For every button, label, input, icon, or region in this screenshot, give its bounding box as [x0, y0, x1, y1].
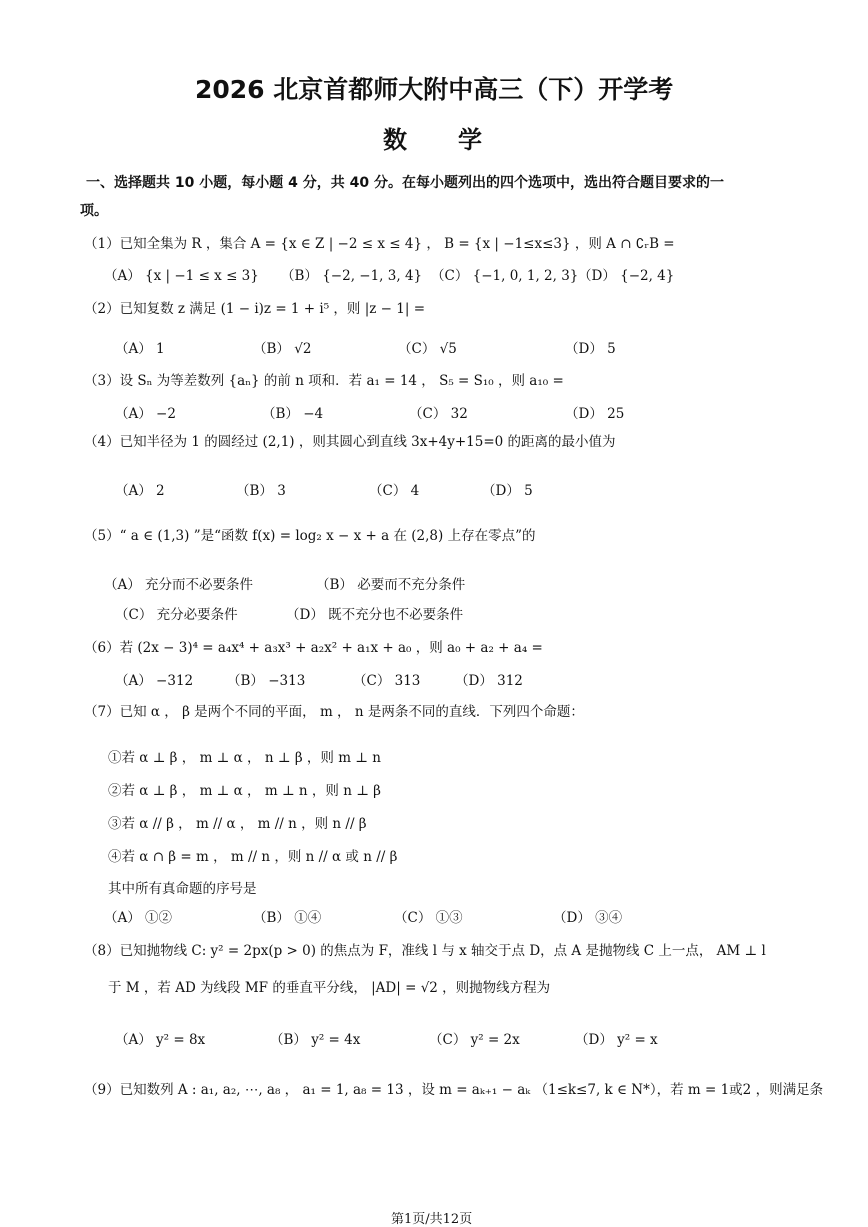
page-number: 第1页/共12页	[391, 1212, 473, 1227]
question-6-option-a[interactable]: （A） −312	[115, 673, 194, 689]
question-4-option-c[interactable]: （C） 4	[369, 483, 420, 499]
question-7-proposition-1: ①若 α ⊥ β ， m ⊥ α ， n ⊥ β ，则 m ⊥ n	[108, 750, 381, 766]
question-7-option-d[interactable]: （D） ③④	[553, 910, 623, 926]
question-7-proposition-3: ③若 α // β ， m // α ， m // n ，则 n // β	[108, 816, 367, 832]
question-6-option-c[interactable]: （C） 313	[353, 673, 421, 689]
question-6-option-d[interactable]: （D） 312	[455, 673, 523, 689]
question-8-option-d[interactable]: （D） y² = x	[575, 1032, 658, 1048]
question-7-prompt: 其中所有真命题的序号是	[108, 881, 257, 897]
question-7-proposition-2: ②若 α ⊥ β ， m ⊥ α ， m ⊥ n ，则 n ⊥ β	[108, 783, 381, 799]
question-2-option-a[interactable]: （A） 1	[115, 341, 165, 357]
page-title: 2026 北京首都师大附中高三（下）开学考	[195, 75, 674, 104]
question-1-option-d[interactable]: （D） {−2, 4}	[578, 268, 675, 284]
question-5-option-b[interactable]: （B） 必要而不充分条件	[316, 577, 466, 593]
question-4-stem: （4）已知半径为 1 的圆经过 (2,1) ，则其圆心到直线 3x+4y+15=0 的距离的最小值为	[84, 434, 616, 450]
question-2-option-c[interactable]: （C） √5	[398, 341, 457, 357]
question-7-option-b[interactable]: （B） ①④	[253, 910, 322, 926]
section-heading: 一、选择题共 10 小题，每小题 4 分，共 40 分。在每小题列出的四个选项中，选出符合题目要求的一	[86, 175, 724, 191]
question-4-option-a[interactable]: （A） 2	[115, 483, 165, 499]
question-5-option-a[interactable]: （A） 充分而不必要条件	[104, 577, 254, 593]
question-3-stem: （3）设 Sₙ 为等差数列 {aₙ} 的前 n 项和．若 a₁ = 14 ， S₅ = S₁₀ ，则 a₁₀ =	[84, 373, 564, 389]
question-3-option-a[interactable]: （A） −2	[115, 406, 176, 422]
question-2-stem: （2）已知复数 z 满足 (1 − i)z = 1 + i⁵ ，则 |z − 1| =	[84, 301, 426, 317]
question-7-option-c[interactable]: （C） ①③	[394, 910, 463, 926]
subject-char-2: 学	[458, 126, 484, 154]
question-8-option-a[interactable]: （A） y² = 8x	[115, 1032, 206, 1048]
question-8-stem-cont: 于 M ，若 AD 为线段 MF 的垂直平分线， |AD| = √2 ，则抛物线方程为	[108, 980, 551, 996]
question-1-option-b[interactable]: （B） {−2, −1, 3, 4}	[281, 268, 423, 284]
question-3-option-b[interactable]: （B） −4	[262, 406, 324, 422]
question-5-option-d[interactable]: （D） 既不充分也不必要条件	[286, 607, 464, 623]
section-heading-cont: 项。	[80, 203, 108, 219]
question-5-stem: （5）“ a ∈ (1,3) ”是“函数 f(x) = log₂ x − x + a 在 (2,8) 上存在零点”的	[84, 528, 536, 544]
question-1-stem: （1）已知全集为 R ，集合 A = {x ∈ Z | −2 ≤ x ≤ 4} ， B = {x | −1≤x≤3} ，则 A ∩ ∁ᵣB =	[84, 236, 675, 252]
subject-char-1: 数	[383, 126, 409, 154]
question-6-option-b[interactable]: （B） −313	[227, 673, 306, 689]
question-7-option-a[interactable]: （A） ①②	[104, 910, 173, 926]
question-4-option-b[interactable]: （B） 3	[236, 483, 286, 499]
question-8-option-b[interactable]: （B） y² = 4x	[270, 1032, 361, 1048]
question-1-option-c[interactable]: （C） {−1, 0, 1, 2, 3}	[431, 268, 579, 284]
question-3-option-c[interactable]: （C） 32	[409, 406, 468, 422]
question-2-option-d[interactable]: （D） 5	[565, 341, 616, 357]
question-9-stem: （9）已知数列 A : a₁, a₂, ⋯, a₈ ， a₁ = 1, a₈ = 13 ，设 m = aₖ₊₁ − aₖ （1≤k≤7, k ∈ N*），若 m = 1或2 ，则满足条	[84, 1082, 824, 1098]
question-5-option-c[interactable]: （C） 充分必要条件	[115, 607, 238, 623]
question-7-proposition-4: ④若 α ∩ β = m ， m // n ，则 n // α 或 n // β	[108, 849, 398, 865]
question-8-stem: （8）已知抛物线 C: y² = 2px(p > 0) 的焦点为 F，准线 l 与 x 轴交于点 D，点 A 是抛物线 C 上一点， AM ⊥ l	[84, 943, 766, 959]
question-2-option-b[interactable]: （B） √2	[253, 341, 312, 357]
question-1-option-a[interactable]: （A） {x | −1 ≤ x ≤ 3}	[104, 268, 259, 284]
question-8-option-c[interactable]: （C） y² = 2x	[429, 1032, 520, 1048]
question-6-stem: （6）若 (2x − 3)⁴ = a₄x⁴ + a₃x³ + a₂x² + a₁x + a₀ ，则 a₀ + a₂ + a₄ =	[84, 640, 543, 656]
question-7-stem: （7）已知 α ， β 是两个不同的平面， m ， n 是两条不同的直线．下列四个命题：	[84, 704, 584, 720]
question-4-option-d[interactable]: （D） 5	[482, 483, 533, 499]
question-3-option-d[interactable]: （D） 25	[565, 406, 625, 422]
